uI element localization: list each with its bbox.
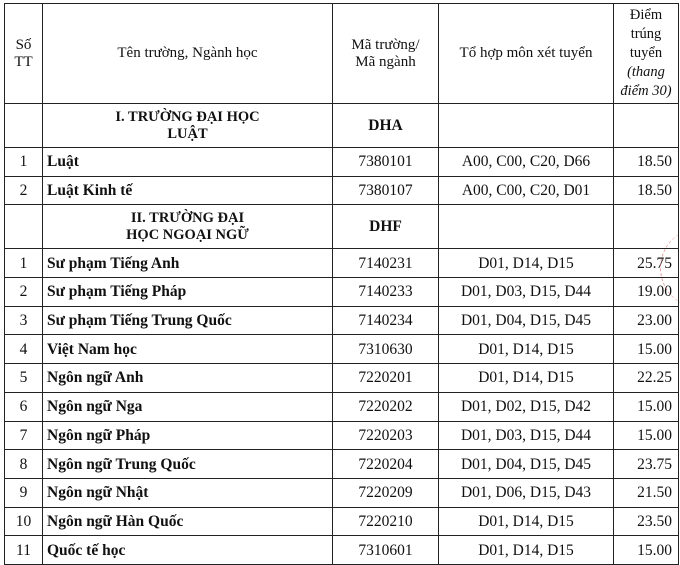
row-name: Sư phạm Tiếng Trung Quốc — [43, 306, 333, 335]
row-score: 18.50 — [614, 148, 679, 177]
row-code: 7310630 — [333, 335, 439, 364]
header-score: Điểm trúng tuyển (thang điểm 30) — [614, 4, 679, 104]
table-row — [5, 335, 679, 364]
row-combo: D01, D14, D15 — [439, 507, 614, 536]
row-code: 7220201 — [333, 364, 439, 393]
row-code: 7140234 — [333, 306, 439, 335]
row-stt: 1 — [5, 249, 43, 278]
row-name: Việt Nam học — [43, 335, 333, 364]
row-combo: A00, C00, C20, D01 — [439, 176, 614, 205]
row-score: 15.00 — [614, 536, 679, 565]
header-code: Mã trường/ Mã ngành — [333, 4, 439, 104]
row-code: 7220210 — [333, 507, 439, 536]
row-stt: 7 — [5, 421, 43, 450]
table-row — [5, 478, 679, 507]
row-score: 19.00 — [614, 278, 679, 307]
section-code: DHF — [333, 205, 439, 249]
table-row — [5, 176, 679, 205]
row-combo: D01, D14, D15 — [439, 536, 614, 565]
table-row — [5, 148, 679, 177]
row-combo: D01, D04, D15, D45 — [439, 450, 614, 479]
row-score: 21.50 — [614, 478, 679, 507]
row-score: 25.75 — [614, 249, 679, 278]
row-stt: 1 — [5, 148, 43, 177]
row-combo: D01, D04, D15, D45 — [439, 306, 614, 335]
row-name: Ngôn ngữ Anh — [43, 364, 333, 393]
table-row — [5, 507, 679, 536]
admission-scores-table — [4, 3, 679, 565]
row-stt: 3 — [5, 306, 43, 335]
row-combo: D01, D14, D15 — [439, 335, 614, 364]
table-row — [5, 306, 679, 335]
row-name: Sư phạm Tiếng Anh — [43, 249, 333, 278]
table-header-row — [5, 4, 679, 104]
row-code: 7140233 — [333, 278, 439, 307]
section-row — [5, 205, 679, 249]
row-stt: 2 — [5, 278, 43, 307]
header-name: Tên trường, Ngành học — [43, 4, 333, 104]
row-name: Ngôn ngữ Nhật — [43, 478, 333, 507]
section-title: I. TRƯỜNG ĐẠI HỌC LUẬT — [43, 104, 333, 148]
row-name: Ngôn ngữ Pháp — [43, 421, 333, 450]
row-code: 7220209 — [333, 478, 439, 507]
row-name: Ngôn ngữ Nga — [43, 392, 333, 421]
row-name: Luật — [43, 148, 333, 177]
row-score: 18.50 — [614, 176, 679, 205]
row-score: 15.00 — [614, 421, 679, 450]
row-stt: 8 — [5, 450, 43, 479]
row-stt: 4 — [5, 335, 43, 364]
row-score: 22.25 — [614, 364, 679, 393]
row-code: 7220203 — [333, 421, 439, 450]
header-combo: Tổ hợp môn xét tuyển — [439, 4, 614, 104]
row-score: 15.00 — [614, 335, 679, 364]
row-code: 7140231 — [333, 249, 439, 278]
row-score: 23.00 — [614, 306, 679, 335]
row-score: 23.75 — [614, 450, 679, 479]
section-row — [5, 104, 679, 148]
table-row — [5, 249, 679, 278]
row-combo: D01, D03, D15, D44 — [439, 278, 614, 307]
row-name: Ngôn ngữ Trung Quốc — [43, 450, 333, 479]
row-code: 7220204 — [333, 450, 439, 479]
row-name: Sư phạm Tiếng Pháp — [43, 278, 333, 307]
row-stt: 6 — [5, 392, 43, 421]
row-combo: D01, D03, D15, D44 — [439, 421, 614, 450]
row-stt: 9 — [5, 478, 43, 507]
row-code: 7220202 — [333, 392, 439, 421]
row-combo: D01, D14, D15 — [439, 249, 614, 278]
table-row — [5, 450, 679, 479]
row-combo: A00, C00, C20, D66 — [439, 148, 614, 177]
row-stt: 2 — [5, 176, 43, 205]
row-score: 23.50 — [614, 507, 679, 536]
row-stt: 5 — [5, 364, 43, 393]
row-stt: 11 — [5, 536, 43, 565]
row-combo: D01, D14, D15 — [439, 364, 614, 393]
table-row — [5, 536, 679, 565]
row-combo: D01, D06, D15, D43 — [439, 478, 614, 507]
table-row — [5, 364, 679, 393]
table-row — [5, 421, 679, 450]
header-stt: Số TT — [5, 4, 43, 104]
row-code: 7310601 — [333, 536, 439, 565]
row-name: Ngôn ngữ Hàn Quốc — [43, 507, 333, 536]
table-row — [5, 392, 679, 421]
row-stt: 10 — [5, 507, 43, 536]
row-name: Quốc tế học — [43, 536, 333, 565]
table-row — [5, 278, 679, 307]
row-name: Luật Kinh tế — [43, 176, 333, 205]
section-code: DHA — [333, 104, 439, 148]
row-code: 7380107 — [333, 176, 439, 205]
section-title: II. TRƯỜNG ĐẠI HỌC NGOẠI NGỮ — [43, 205, 333, 249]
row-combo: D01, D02, D15, D42 — [439, 392, 614, 421]
row-code: 7380101 — [333, 148, 439, 177]
row-score: 15.00 — [614, 392, 679, 421]
